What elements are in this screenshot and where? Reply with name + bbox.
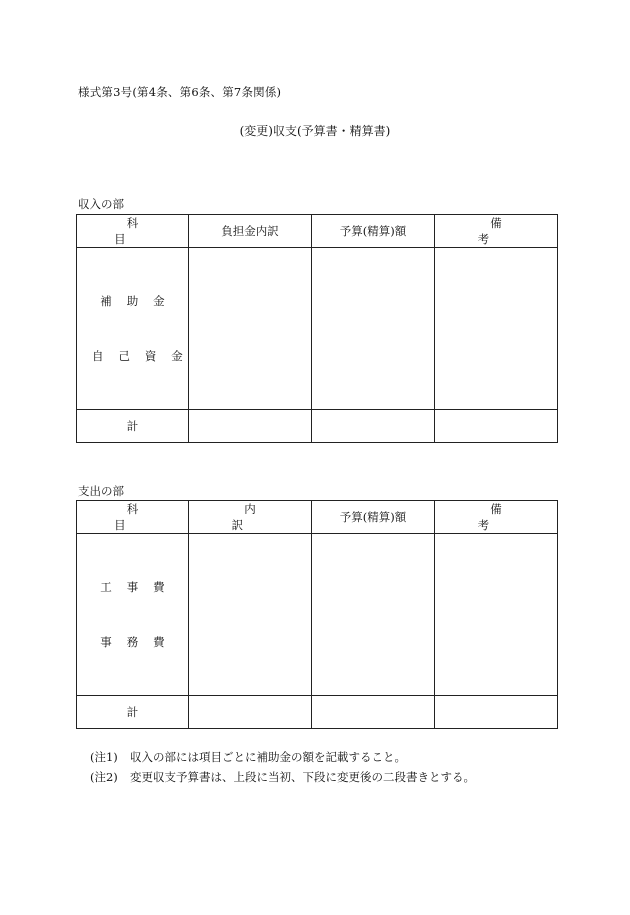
header-amount: 予算(精算)額 [312,501,435,534]
form-number: 様式第3号(第4条、第6条、第7条関係) [78,85,282,99]
income-table [76,214,564,443]
income-breakdown-cell[interactable] [189,248,312,410]
income-body-row [77,248,558,410]
note-2 [90,767,475,787]
income-total-label: 計 [77,410,189,443]
expense-section-label: 支出の部 [78,484,124,498]
header-subject: 科 目 [77,501,189,534]
note-1 [90,747,475,767]
income-item-subsidy: 補助金 [100,294,180,308]
income-amount-cell[interactable] [312,248,435,410]
expense-header-row [77,501,558,534]
income-item-own-funds: 自己資金 [91,349,198,363]
expense-total-row [77,696,558,729]
note-2-label: (注2) [90,770,118,784]
income-total-breakdown-cell[interactable] [189,410,312,443]
note-1-text: 収入の部には項目ごとに補助金の額を記載すること。 [130,750,406,764]
expense-item-construction: 工事費 [100,580,180,594]
note-2-text: 変更収支予算書は、上段に当初、下段に変更後の二段書きとする。 [130,770,475,784]
income-total-remarks-cell[interactable] [435,410,558,443]
header-remarks: 備 考 [435,215,558,248]
header-subject: 科 目 [77,215,189,248]
header-breakdown: 負担金内訳 [189,215,312,248]
income-remarks-cell[interactable] [435,248,558,410]
expense-total-remarks-cell[interactable] [435,696,558,729]
income-total-amount-cell[interactable] [312,410,435,443]
income-header-row [77,215,558,248]
expense-table [76,500,564,729]
expense-item-administrative: 事務費 [100,635,180,649]
expense-total-amount-cell[interactable] [312,696,435,729]
header-remarks: 備 考 [435,501,558,534]
expense-amount-cell[interactable] [312,534,435,696]
expense-items-cell [77,534,189,696]
notes [90,747,475,787]
income-section-label: 収入の部 [78,197,124,211]
expense-remarks-cell[interactable] [435,534,558,696]
expense-total-breakdown-cell[interactable] [189,696,312,729]
income-items-cell [77,248,198,410]
expense-total-label: 計 [77,696,189,729]
note-1-label: (注1) [90,750,118,764]
expense-breakdown-cell[interactable] [189,534,312,696]
document-title: (変更)収支(予算書・精算書) [239,124,391,138]
header-amount: 予算(精算)額 [312,215,435,248]
expense-body-row [77,534,558,696]
income-total-row [77,410,558,443]
header-breakdown: 内 訳 [189,501,312,534]
